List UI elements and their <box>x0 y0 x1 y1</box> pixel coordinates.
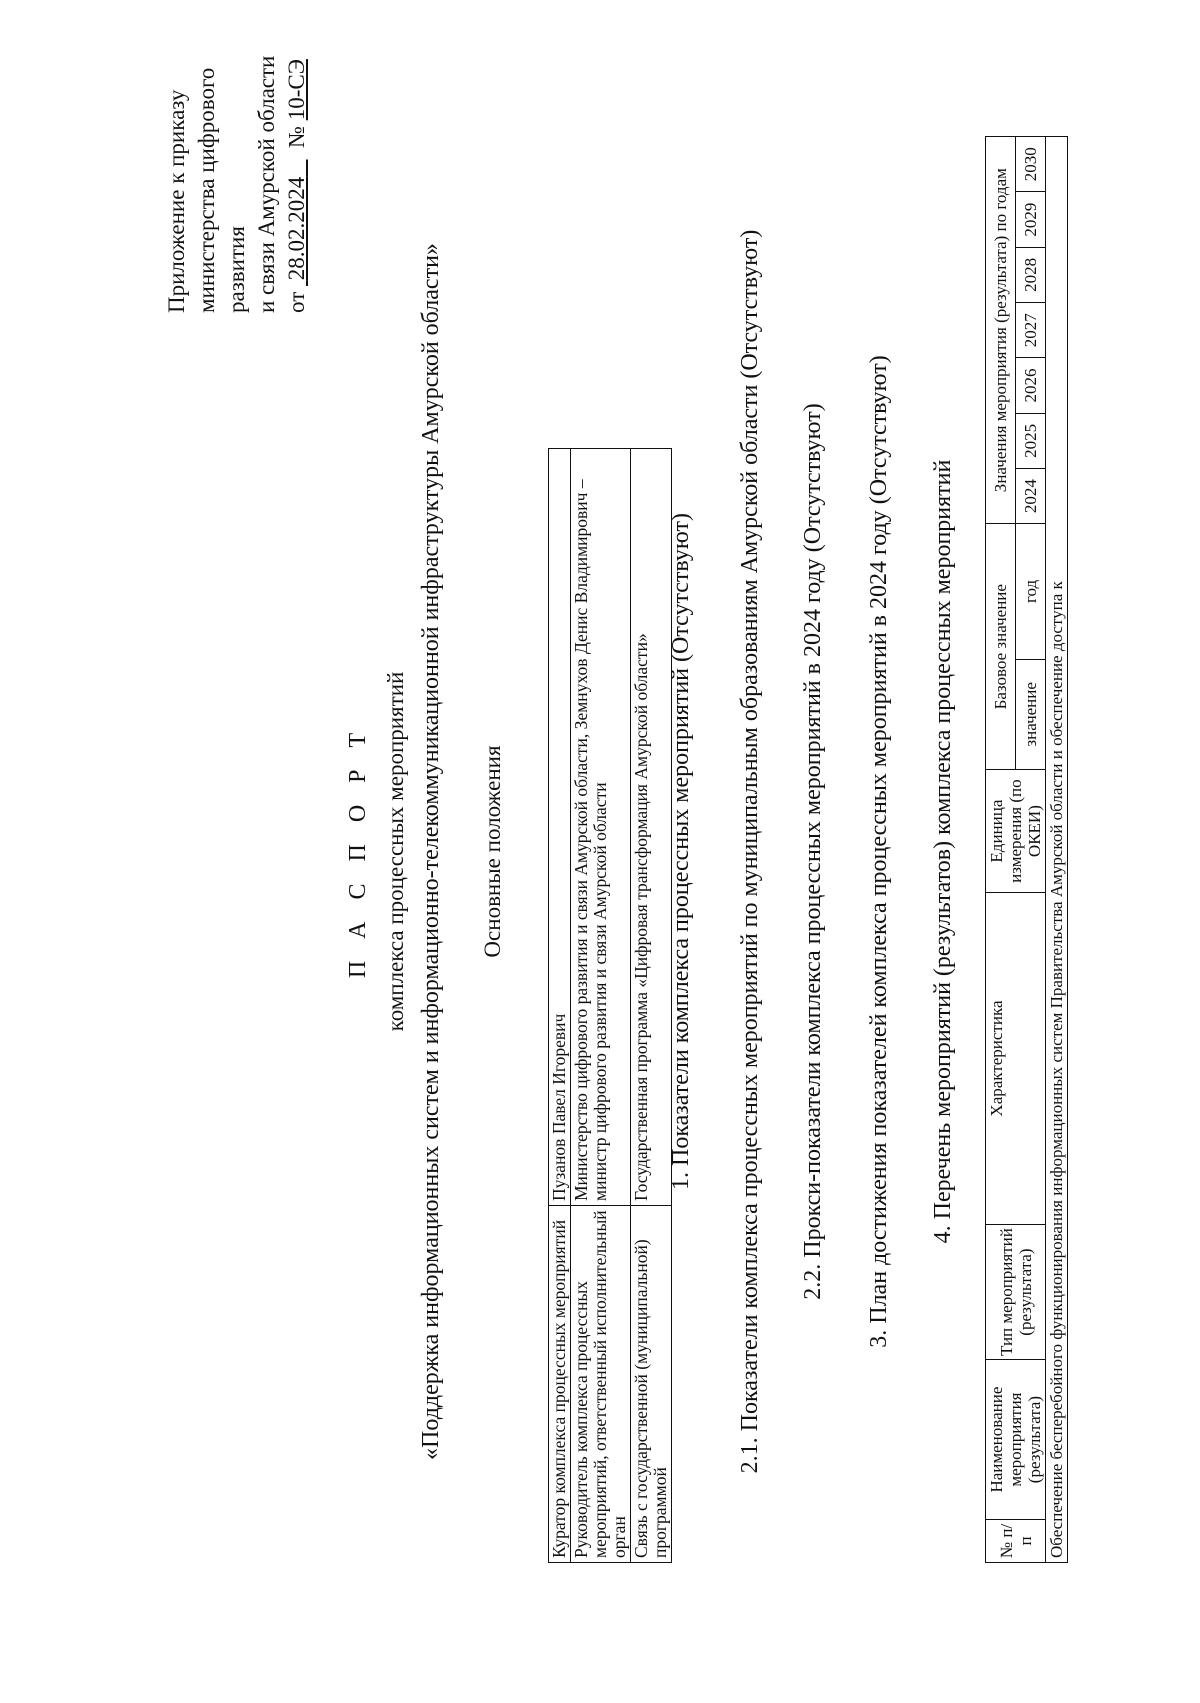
approval-line-2: министерства цифрового развития <box>194 67 249 313</box>
year-header: 2026 <box>1016 358 1046 413</box>
column-header-number: № п/п <box>986 1519 1046 1562</box>
from-label: от <box>284 291 309 313</box>
document-subtitle: комплекса процессных мероприятий <box>383 671 408 1032</box>
year-header: 2030 <box>1016 137 1046 192</box>
approval-line-3: и связи Амурской области <box>254 55 279 313</box>
table-row <box>1046 137 1068 1563</box>
column-header-characteristic: Характеристика <box>986 893 1046 1225</box>
approval-line-4 <box>282 0 312 313</box>
year-header: 2025 <box>1016 413 1046 468</box>
program-link-value: Государственная программа «Цифровая трансформация Амурской области» <box>631 449 672 1206</box>
column-header-base-value: значение <box>1016 659 1046 770</box>
basic-provisions-table <box>548 448 672 1563</box>
activities-table <box>985 136 1068 1563</box>
column-header-name: Наименование мероприятия (результата) <box>986 1360 1046 1520</box>
approval-number: 10-СЭ <box>284 59 309 121</box>
basic-provisions-heading: Основные положения <box>480 745 505 958</box>
curator-value: Пузанов Павел Игоревич <box>549 449 571 1206</box>
document-title: П А С П О Р Т <box>345 724 371 979</box>
column-header-base-year: год <box>1016 524 1046 659</box>
year-header: 2024 <box>1016 468 1046 523</box>
approval-line-1: Приложение к приказу <box>164 89 189 313</box>
year-header: 2028 <box>1016 247 1046 302</box>
task-row: Обеспечение бесперебойного функционирования информационных систем Правительства Амурской области и обеспечение доступа к <box>1046 137 1068 1563</box>
section-2-1-heading: 2.1. Показатели комплекса процессных мероприятий по муниципальным образованиям Амурской области (Отсутствуют) <box>737 229 763 1474</box>
program-link-label: Связь с государственной (муниципальной) программой <box>631 1206 672 1563</box>
year-header: 2029 <box>1016 192 1046 247</box>
head-value: Министерство цифрового развития и связи Амурской области, Земнухов Денис Владимирович – министр цифрового развития и связи Амурской области <box>571 449 631 1206</box>
approval-date: 28.02.2024 <box>284 176 309 281</box>
column-header-unit: Единица измерения (по ОКЕИ) <box>986 770 1046 893</box>
table-row <box>571 449 631 1563</box>
table-row <box>549 449 571 1563</box>
year-header: 2027 <box>1016 303 1046 358</box>
approval-block <box>162 0 312 313</box>
number-label: № <box>284 126 309 148</box>
column-header-type: Тип мероприятий (результата) <box>986 1224 1046 1359</box>
section-2-2-heading: 2.2. Прокси-показатели комплекса процессных мероприятий в 2024 году (Отсутствуют) <box>800 403 826 1300</box>
section-1-heading: 1. Показатели комплекса процессных мероприятий (Отсутствуют) <box>668 513 694 1190</box>
column-header-values: Значения мероприятия (результата) по годам <box>986 137 1016 524</box>
section-3-heading: 3. План достижения показателей комплекса процессных мероприятий в 2024 году (Отсутствуют) <box>866 355 892 1348</box>
curator-label: Куратор комплекса процессных мероприятий <box>549 1206 571 1563</box>
table-row <box>631 449 672 1563</box>
complex-name: «Поддержка информационных систем и информационно-телекоммуникационной инфраструктуры Амурской области» <box>418 243 444 1460</box>
section-4-heading: 4. Перечень мероприятий (результатов) комплекса процессных мероприятий <box>930 459 956 1244</box>
head-label: Руководитель комплекса процессных мероприятий, ответственный исполнительный орган <box>571 1206 631 1563</box>
table-header-row <box>986 137 1016 1563</box>
column-header-base: Базовое значение <box>986 524 1016 770</box>
